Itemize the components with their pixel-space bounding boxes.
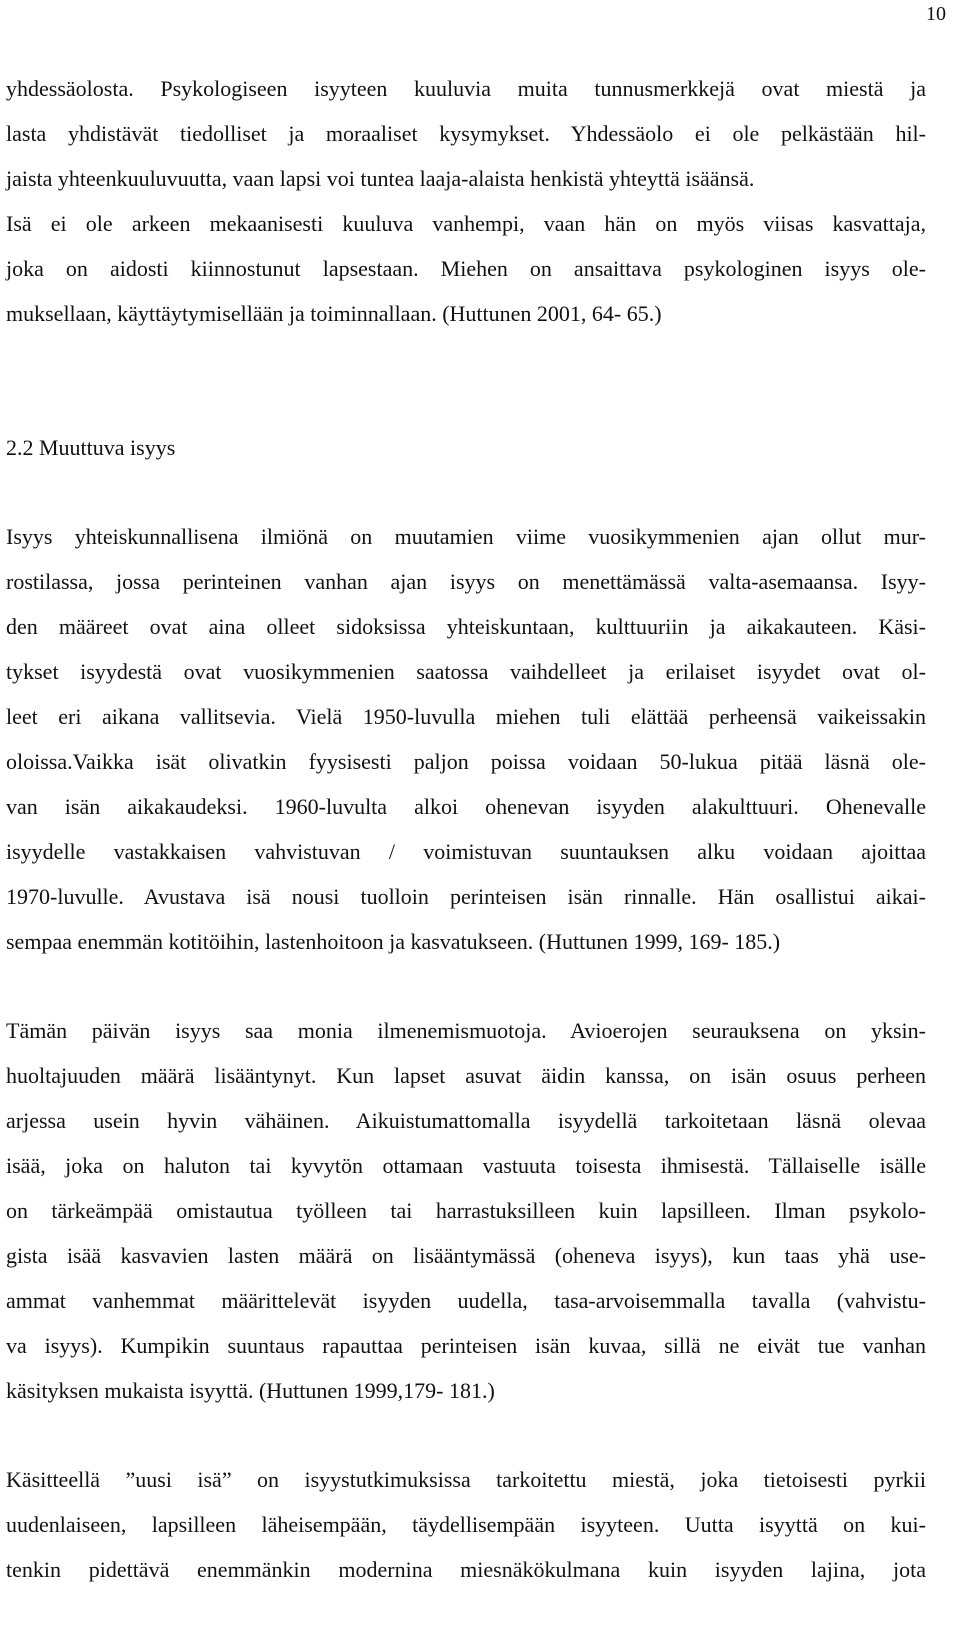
- paragraph-3-line: ammat vanhemmat määrittelevät isyyden uudella, tasa-arvoisemmalla tavalla (vahvistu-: [6, 1288, 926, 1313]
- paragraph-4-line: Käsitteellä ”uusi isä” on isyystutkimuksissa tarkoitettu miestä, joka tietoisesti pyrkii: [6, 1467, 926, 1492]
- paragraph-3-line: käsityksen mukaista isyyttä. (Huttunen 1999,179- 181.): [6, 1378, 495, 1403]
- paragraph-1-line: lasta yhdistävät tiedolliset ja moraaliset kysymykset. Yhdessäolo ei ole pelkästään hil-: [6, 121, 926, 146]
- paragraph-2-line: den määreet ovat aina olleet sidoksissa yhteiskuntaan, kulttuuriin ja aikakauteen. Käsi-: [6, 614, 926, 639]
- page-number: 10: [926, 3, 946, 25]
- paragraph-3-line: arjessa usein hyvin vähäinen. Aikuistumattomalla isyydellä tarkoitetaan läsnä olevaa: [6, 1108, 926, 1133]
- paragraph-1-line: yhdessäolosta. Psykologiseen isyyteen kuuluvia muita tunnusmerkkejä ovat miestä ja: [6, 76, 926, 101]
- paragraph-3-line: huoltajuuden määrä lisääntynyt. Kun lapset asuvat äidin kanssa, on isän osuus perheen: [6, 1063, 926, 1088]
- paragraph-2-line: tykset isyydestä ovat vuosikymmenien saatossa vaihdelleet ja erilaiset isyydet ovat ol-: [6, 659, 926, 684]
- paragraph-2-line: isyydelle vastakkaisen vahvistuvan / voimistuvan suuntauksen alku voidaan ajoittaa: [6, 839, 926, 864]
- paragraph-2-line: Isyys yhteiskunnallisena ilmiönä on muutamien viime vuosikymmenien ajan ollut mur-: [6, 524, 926, 549]
- section-heading: 2.2 Muuttuva isyys: [6, 435, 176, 460]
- paragraph-3-line: on tärkeämpää omistautua työlleen tai harrastuksilleen kuin lapsilleen. Ilman psykolo-: [6, 1198, 926, 1223]
- paragraph-1-line: joka on aidosti kiinnostunut lapsestaan. Miehen on ansaittava psykologinen isyys ole-: [6, 256, 926, 281]
- paragraph-4-line: tenkin pidettävä enemmänkin modernina miesnäkökulmana kuin isyyden lajina, jota: [6, 1557, 926, 1582]
- paragraph-2-line: 1970-luvulle. Avustava isä nousi tuolloin perinteisen isän rinnalle. Hän osallistui aikai-: [6, 884, 926, 909]
- paragraph-2-line: van isän aikakaudeksi. 1960-luvulta alkoi ohenevan isyyden alakulttuuri. Ohenevalle: [6, 794, 926, 819]
- paragraph-1-line: jaista yhteenkuuluvuutta, vaan lapsi voi tuntea laaja-alaista henkistä yhteyttä isäänsä.: [6, 166, 755, 191]
- paragraph-1-line: muksellaan, käyttäytymisellään ja toiminnallaan. (Huttunen 2001, 64- 65.): [6, 301, 662, 326]
- paragraph-2-line: sempaa enemmän kotitöihin, lastenhoitoon ja kasvatukseen. (Huttunen 1999, 169- 185.): [6, 929, 781, 954]
- paragraph-2-line: oloissa.Vaikka isät olivatkin fyysisesti paljon poissa voidaan 50-lukua pitää läsnä ole-: [6, 749, 926, 774]
- paragraph-3-line: gista isää kasvavien lasten määrä on lisääntymässä (oheneva isyys), kun taas yhä use-: [6, 1243, 926, 1268]
- paragraph-3-line: va isyys). Kumpikin suuntaus rapauttaa perinteisen isän kuvaa, sillä ne eivät tue vanhan: [6, 1333, 926, 1358]
- paragraph-3-line: isää, joka on haluton tai kyvytön ottamaan vastuuta toisesta ihmisestä. Tällaiselle isälle: [6, 1153, 926, 1178]
- paragraph-2-line: leet eri aikana vallitsevia. Vielä 1950-luvulla miehen tuli elättää perheensä vaikeissakin: [6, 704, 926, 729]
- paragraph-2-line: rostilassa, jossa perinteinen vanhan ajan isyys on menettämässä valta-asemaansa. Isyy-: [6, 569, 926, 594]
- paragraph-1-line: Isä ei ole arkeen mekaanisesti kuuluva vanhempi, vaan hän on myös viisas kasvattaja,: [6, 211, 926, 236]
- paragraph-4-line: uudenlaiseen, lapsilleen läheisempään, täydellisempään isyyteen. Uutta isyyttä on kui-: [6, 1512, 926, 1537]
- paragraph-3-line: Tämän päivän isyys saa monia ilmenemismuotoja. Avioerojen seurauksena on yksin-: [6, 1018, 926, 1043]
